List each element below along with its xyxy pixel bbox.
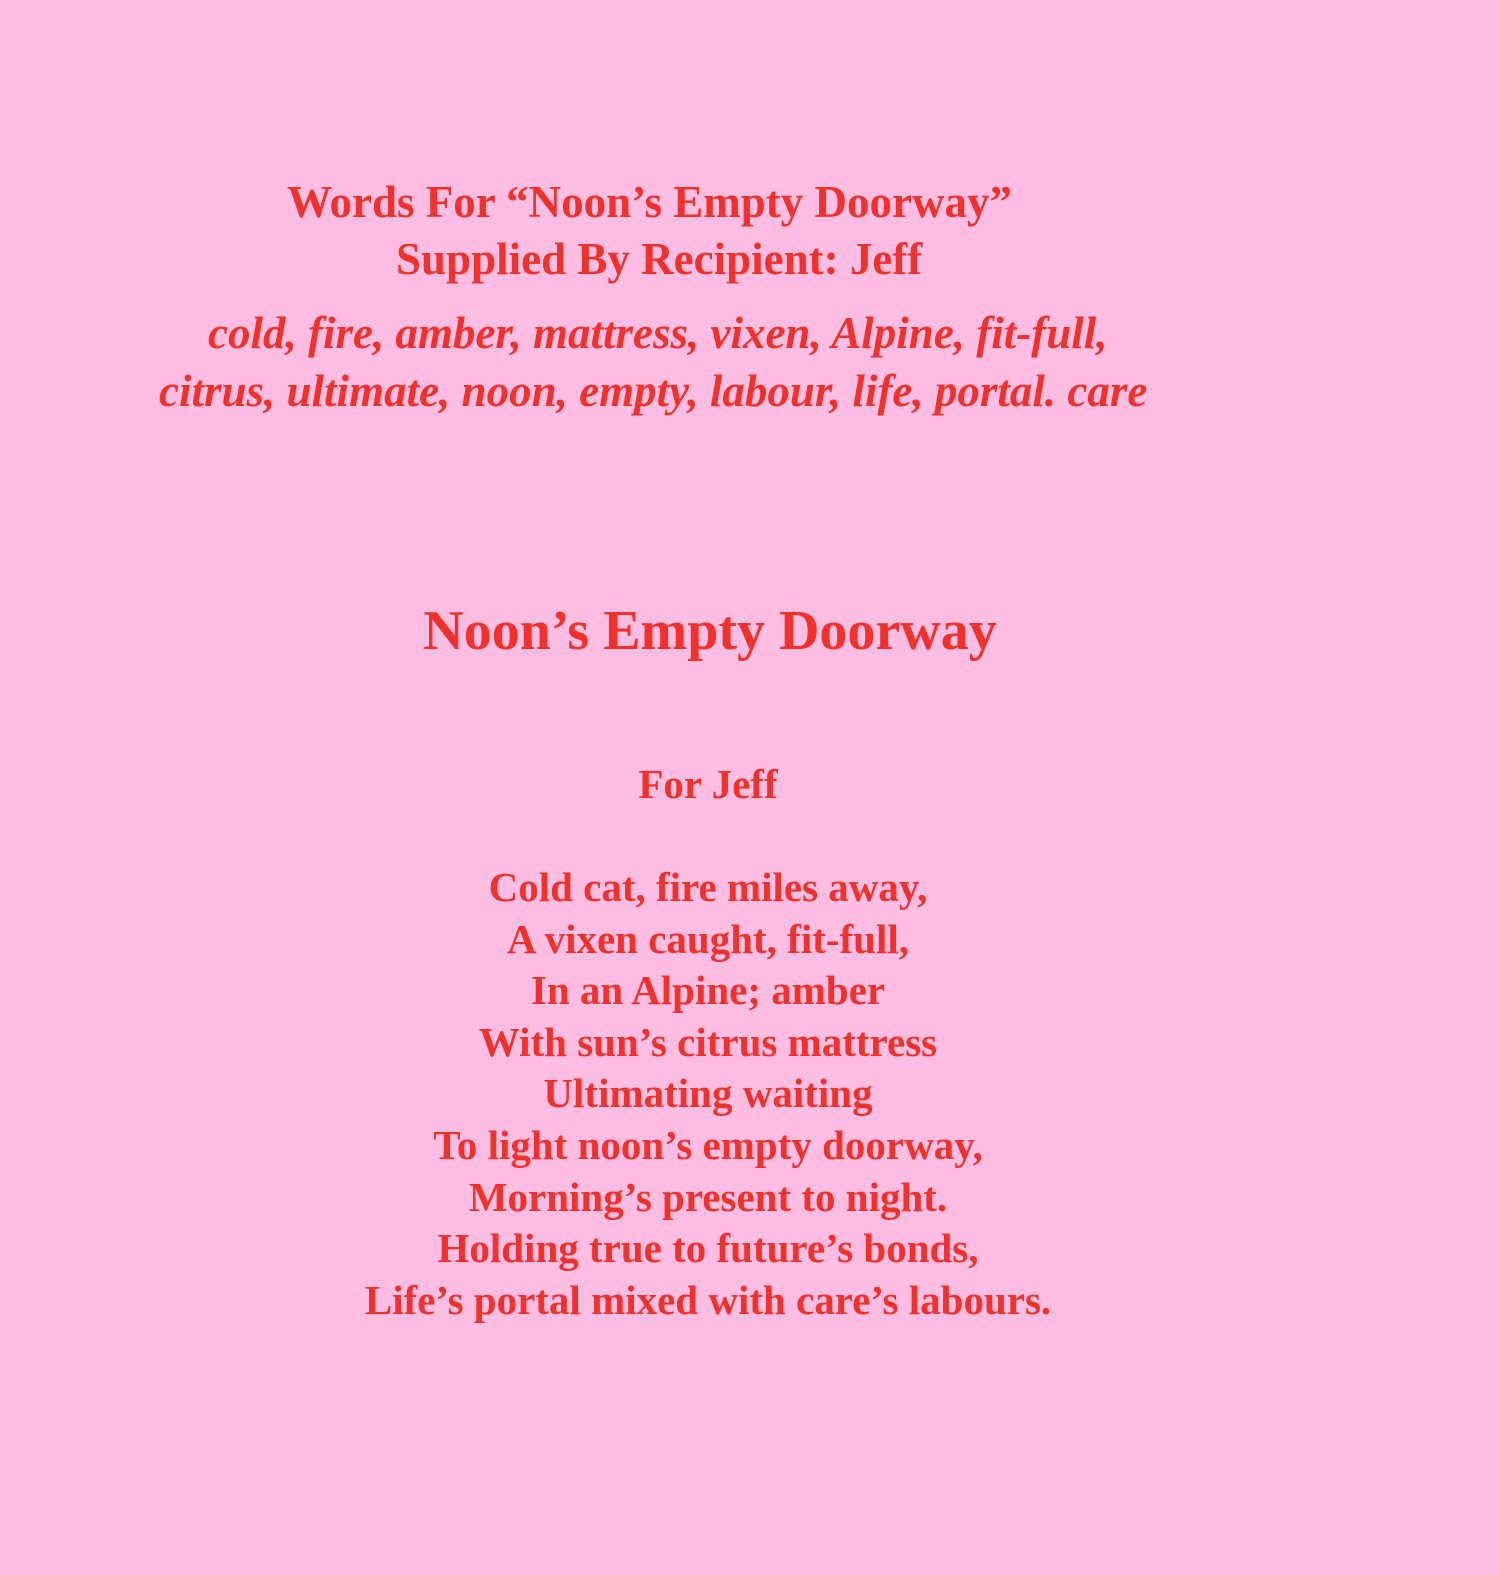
word-list-line: citrus, ultimate, noon, empty, labour, life, portal. care xyxy=(159,366,1148,416)
poem-line: To light noon’s empty doorway, xyxy=(433,1121,983,1168)
supplier-line: Supplied By Recipient: Jeff xyxy=(396,234,923,284)
poem-dedication: For Jeff xyxy=(638,761,778,807)
poem-line: Life’s portal mixed with care’s labours. xyxy=(364,1276,1052,1323)
poem-line: Holding true to future’s bonds, xyxy=(437,1225,979,1272)
poem-title: Noon’s Empty Doorway xyxy=(423,600,997,662)
poem-line: A vixen caught, fit-full, xyxy=(506,915,910,962)
poem-line: Ultimating waiting xyxy=(543,1070,873,1117)
word-list-line: cold, fire, amber, mattress, vixen, Alpine, fit-full, xyxy=(208,308,1108,358)
poem-line: In an Alpine; amber xyxy=(530,967,886,1014)
poem-line: With sun’s citrus mattress xyxy=(478,1018,938,1065)
poem-line: Cold cat, fire miles away, xyxy=(488,864,928,910)
poem-line: Morning’s present to night. xyxy=(468,1173,948,1220)
poem-body xyxy=(0,862,1416,1326)
words-title: Words For “Noon’s Empty Doorway” xyxy=(287,177,1013,227)
